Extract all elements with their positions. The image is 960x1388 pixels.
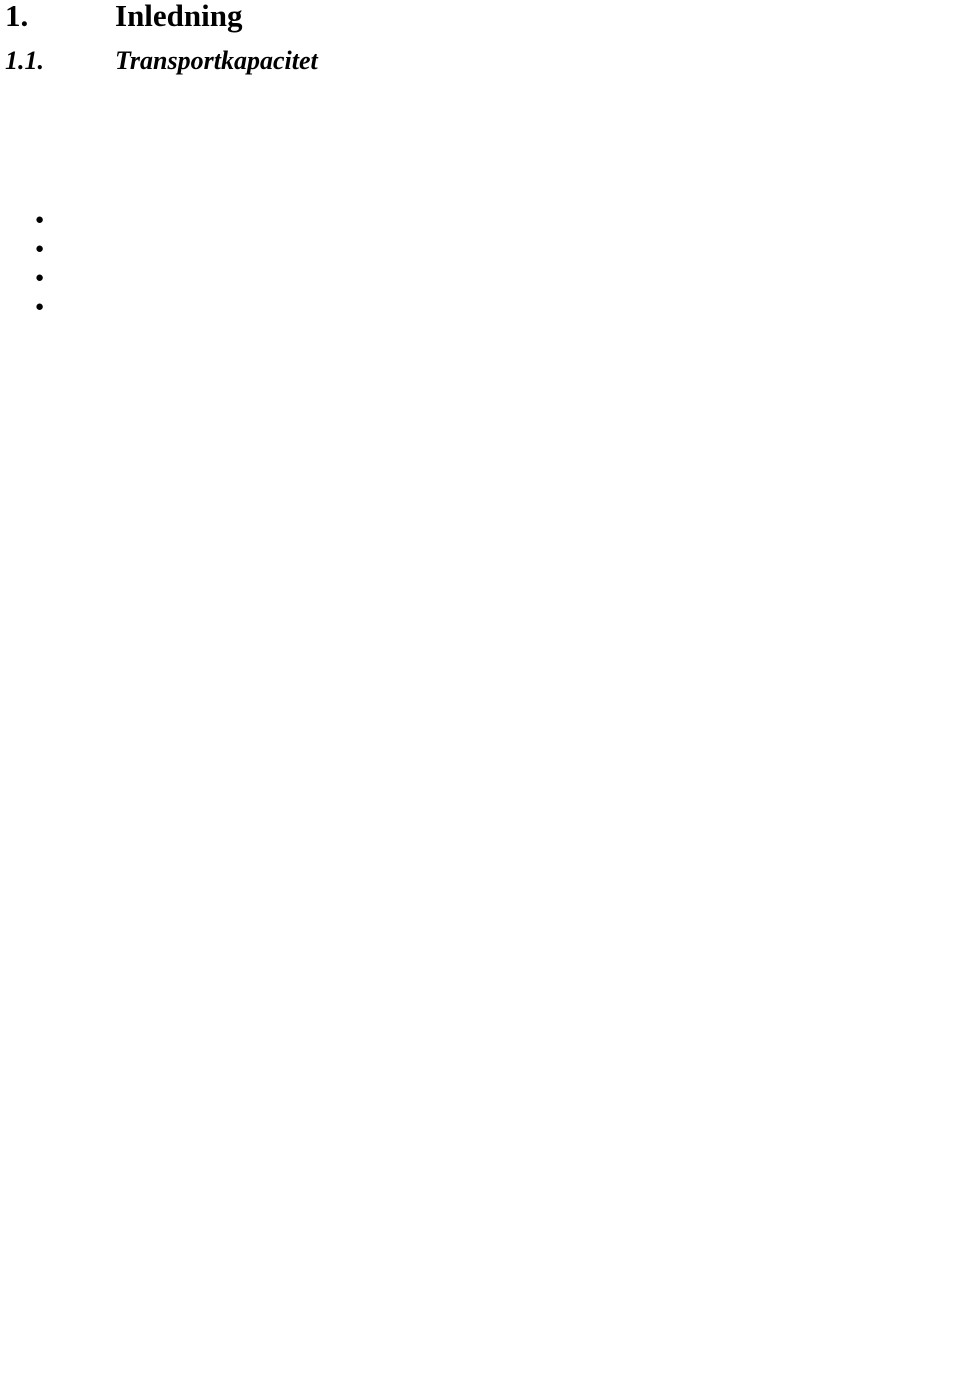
- bullet-list: [5, 206, 952, 322]
- bullet-icon: ●: [35, 212, 45, 228]
- list-item: [5, 235, 952, 264]
- list-item: [5, 206, 952, 235]
- body-text: [5, 90, 952, 467]
- list-item: [5, 264, 952, 293]
- paragraph: [5, 409, 952, 438]
- paragraph: [5, 148, 952, 177]
- bullet-icon: ●: [35, 270, 45, 286]
- chapter-number: 1.: [5, 0, 29, 33]
- bullet-icon: ●: [35, 241, 45, 257]
- chapter-heading: [5, 0, 243, 32]
- list-item: [5, 293, 952, 322]
- paragraph: [5, 351, 952, 380]
- section-number: 1.1.: [5, 46, 44, 75]
- bullet-icon: ●: [35, 299, 45, 315]
- chapter-title: Inledning: [115, 0, 243, 33]
- paragraph: [5, 90, 952, 119]
- section-heading: [5, 46, 318, 76]
- section-title: Transportkapacitet: [115, 46, 318, 75]
